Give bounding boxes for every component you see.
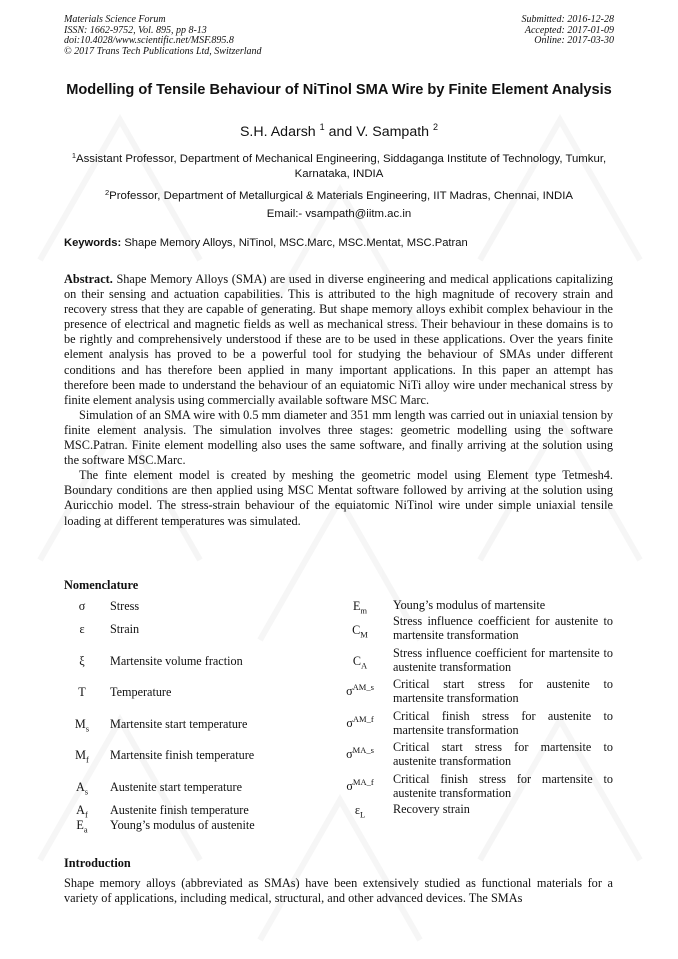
- symbol-description: Austenite start temperature: [110, 780, 242, 794]
- accepted-date: Accepted: 2017-01-09: [524, 24, 614, 36]
- symbol: $\sigma^{MA\_s}$: [346, 745, 374, 762]
- symbol: $E_m$: [352, 599, 368, 616]
- symbol-description: Stress influence coefficient for martensite to austenite transformation: [393, 646, 613, 674]
- abstract-paragraph: Simulation of an SMA wire with 0.5 mm diameter and 351 mm length was carried out in uniaxial tension by finite element analysis. The simulation involves three stages: geometric modelling using the software MSC.Patran. Finite element modelling also uses the same software, and finally arriving at the solution using the software MSC.Marc.: [64, 407, 613, 468]
- nomenclature-table: [64, 596, 614, 836]
- symbol-description: Temperature: [110, 685, 172, 699]
- keywords-text: Shape Memory Alloys, NiTinol, MSC.Marc, MSC.Mentat, MSC.Patran: [124, 237, 468, 249]
- journal-header: [64, 15, 262, 57]
- introduction-heading: Introduction: [64, 856, 131, 870]
- abstract-label: Abstract.: [64, 272, 113, 286]
- symbol-description: Austenite finish temperature: [110, 803, 249, 817]
- symbol: ε: [79, 622, 85, 636]
- symbol-description: Critical start stress for martensite to austenite transformation: [393, 740, 613, 768]
- symbol: $\sigma^{AM\_s}$: [346, 682, 374, 699]
- symbol-description: Critical start stress for austenite to martensite transformation: [393, 677, 613, 705]
- author-conjunction: and: [328, 124, 353, 140]
- online-date: Online: 2017-03-30: [534, 35, 614, 47]
- symbol: $E_a$: [76, 818, 88, 835]
- email-link[interactable]: Email:- vsampath@iitm.ac.in: [266, 208, 412, 220]
- affiliation-1-marker: 1: [71, 151, 76, 160]
- author-1-marker: 1: [319, 122, 325, 132]
- symbol-description: Critical finish stress for austenite to martensite transformation: [393, 709, 613, 737]
- symbol-description: Critical finish stress for martensite to austenite transformation: [393, 772, 613, 800]
- introduction-paragraph: Shape memory alloys (abbreviated as SMAs) have been extensively studied as functional materials for a variety of applications, including medical, structural, and other advanced devices. The SMAs: [64, 876, 613, 906]
- author-2: V. Sampath: [356, 124, 430, 140]
- symbol-description: Martensite start temperature: [110, 717, 248, 731]
- symbol-description: Martensite volume fraction: [110, 654, 243, 668]
- abstract: [64, 272, 613, 529]
- keywords-label: Keywords:: [64, 237, 122, 249]
- journal-name: Materials Science Forum: [64, 14, 166, 25]
- dates-header: [522, 15, 615, 47]
- symbol-description: Stress: [110, 599, 140, 613]
- symbol: T: [78, 685, 86, 699]
- symbol: ξ: [79, 654, 85, 668]
- affiliation-1: [60, 149, 618, 181]
- symbol: σ: [78, 599, 86, 613]
- doi-line: doi:10.4028/www.scientific.net/MSF.895.8: [64, 35, 234, 47]
- symbol: $\sigma^{AM\_f}$: [346, 714, 374, 731]
- symbol: $\varepsilon_L$: [354, 803, 366, 820]
- nomenclature-heading: Nomenclature: [64, 578, 139, 592]
- symbol-description: Recovery strain: [393, 802, 470, 816]
- affiliation-2: [60, 186, 618, 204]
- symbol-description: Young’s modulus of martensite: [393, 598, 546, 612]
- symbol-description: Strain: [110, 622, 140, 636]
- symbol: $\sigma^{MA\_f}$: [346, 777, 374, 794]
- paper-title: Modelling of Tensile Behaviour of NiTinol SMA Wire by Finite Element Analysis: [66, 82, 612, 98]
- affiliation-2-text: Professor, Department of Metallurgical & Materials Engineering, IIT Madras, Chennai, INDIA: [109, 190, 574, 202]
- symbol: $A_f$: [76, 803, 88, 820]
- affiliation-1-text: Assistant Professor, Department of Mechanical Engineering, Siddaganga Institute of Technology, Tumkur, Karnataka, INDIA: [75, 153, 607, 180]
- author-1: S.H. Adarsh: [239, 124, 316, 140]
- copyright-line: © 2017 Trans Tech Publications Ltd, Switzerland: [64, 45, 262, 57]
- symbol: $M_s$: [74, 717, 90, 734]
- symbol: $M_f$: [75, 748, 89, 765]
- symbol-description: Martensite finish temperature: [110, 748, 255, 762]
- submitted-date: Submitted: 2016-12-28: [521, 14, 614, 25]
- symbol: $A_s$: [75, 780, 89, 797]
- introduction: [64, 876, 613, 906]
- author-line: [60, 122, 618, 140]
- symbol-description: Stress influence coefficient for austenite to martensite transformation: [393, 614, 613, 642]
- abstract-paragraph: Abstract. Shape Memory Alloys (SMA) are used in diverse engineering and medical applications capitalizing on their sensing and actuation capabilities. This is attributed to the high magnitude of recovery strain and recovery stress that they are capable of generating. But shape memory alloys exhibit complex behaviour in the presence of electrical and magnetic fields as well as mechanical stress. Their behaviour in these domains is to be rightly and comprehensively understood if these are to be used in these applications. Over the years finite element analysis has proved to be a powerful tool for studying the behaviour of SMAs under different conditions and has therefore been applied in many important applications. In this paper an attempt has therefore been made to understand the behaviour of an equiatomic NiTi alloy wire under mechanical stress by finite element analysis using commercially available software MSC Marc.: [64, 272, 613, 407]
- symbol-description: Young’s modulus of austenite: [110, 818, 255, 832]
- symbol: $C_M$: [352, 623, 368, 640]
- affiliation-2-marker: 2: [104, 188, 110, 197]
- issn-line: ISSN: 1662-9752, Vol. 895, pp 8-13: [64, 24, 207, 36]
- author-2-marker: 2: [433, 122, 439, 132]
- keywords-line: [64, 237, 468, 249]
- abstract-paragraph: The finte element model is created by meshing the geometric model using Element type Tetmesh4. Boundary conditions are then applied using MSC Mentat software followed by arriving at the solution using Auricchio model. The stress-strain behaviour of the equiatomic NiTinol wire under simple uniaxial tensile loading at different temperatures was simulated.: [64, 468, 613, 528]
- symbol: $C_A$: [352, 654, 368, 671]
